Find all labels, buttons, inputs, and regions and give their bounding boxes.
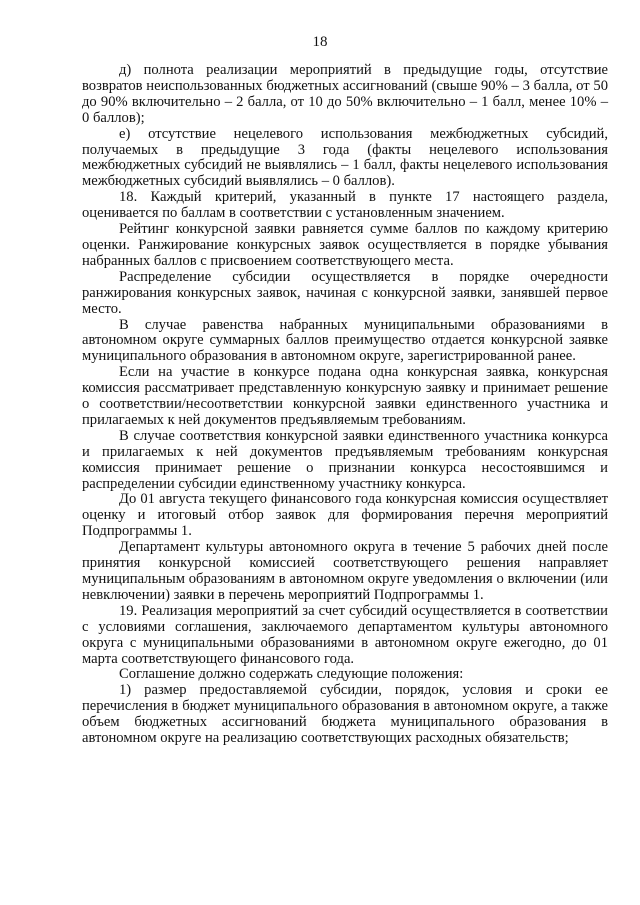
paragraph-item-19: 19. Реализация мероприятий за счет субсидий осуществляется в соответствии с условиями соглашения, заключаемого департаментом культуры автономного округа с муниципальными образованиями в автономном округе ежегодно, до 01 марта соответствующего финансового года. <box>82 602 608 667</box>
paragraph-single-compliance: В случае соответствия конкурсной заявки единственного участника конкурса и прилагаемых к ней документов предъявляемым требованиям конкурсная комиссия принимает решение о признании конкурса несостоявшимся и распределении субсидии единственному участнику конкурса. <box>82 427 608 492</box>
paragraph-criterion-d: д) полнота реализации мероприятий в предыдущие годы, отсутствие возвратов неиспользованных бюджетных ассигнований (свыше 90% – 3 балла, от 50 до 90% включительно – 2 балла, от 10 до 50% включительно – 1 балл, менее 10% – 0 баллов); <box>82 62 608 126</box>
paragraph-single-application: Если на участие в конкурсе подана одна конкурсная заявка, конкурсная комиссия рассматривает представленную конкурсную заявку и принимает решение о соответствии/несоответствии конкурсной заявки единственного участника и прилагаемых к ней документов предъявляемым требованиям. <box>82 364 608 428</box>
document-body <box>82 63 608 747</box>
page-number: 18 <box>312 34 328 50</box>
paragraph-distribution: Распределение субсидии осуществляется в порядке очередности ранжирования конкурсных заявок, начиная с конкурсной заявки, занявшей первое место. <box>82 268 608 317</box>
paragraph-item-18: 18. Каждый критерий, указанный в пункте 17 настоящего раздела, оценивается по баллам в соответствии с установленным значением. <box>82 189 608 222</box>
paragraph-rating: Рейтинг конкурсной заявки равняется сумме баллов по каждому критерию оценки. Ранжирование конкурсных заявок осуществляется в порядке убывания набранных баллов с присвоением соответствующего места. <box>82 221 608 269</box>
paragraph-agreement-clause-1: 1) размер предоставляемой субсидии, порядок, условия и сроки ее перечисления в бюджет муниципального образования в автономном округе, а также объем бюджетных ассигнований бюджета муниципального образования в автономном округе на реализацию соответствующих расходных обязательств; <box>82 682 608 747</box>
paragraph-equal-scores: В случае равенства набранных муниципальными образованиями в автономном округе суммарных баллов преимущество отдается конкурсной заявке муниципального образования в автономном округе, зарегистрированной ранее. <box>82 316 608 365</box>
paragraph-deadline: До 01 августа текущего финансового года конкурсная комиссия осуществляет оценку и итоговый отбор заявок для формирования перечня мероприятий Подпрограммы 1. <box>82 491 608 540</box>
paragraph-notification: Департамент культуры автономного округа в течение 5 рабочих дней после принятия конкурсной комиссией соответствующего решения направляет муниципальным образованиям в автономном округе уведомления о включении (или невключении) заявки в перечень мероприятий Подпрограммы 1. <box>82 539 608 603</box>
paragraph-agreement-intro: Соглашение должно содержать следующие положения: <box>119 666 464 683</box>
paragraph-criterion-e: е) отсутствие нецелевого использования межбюджетных субсидий, получаемых в предыдущие 3 года (факты нецелевого использования межбюджетных субсидий не выявлялись – 1 балл, факты нецелевого использования межбюджетных субсидий выявлялись – 0 баллов). <box>82 125 608 190</box>
